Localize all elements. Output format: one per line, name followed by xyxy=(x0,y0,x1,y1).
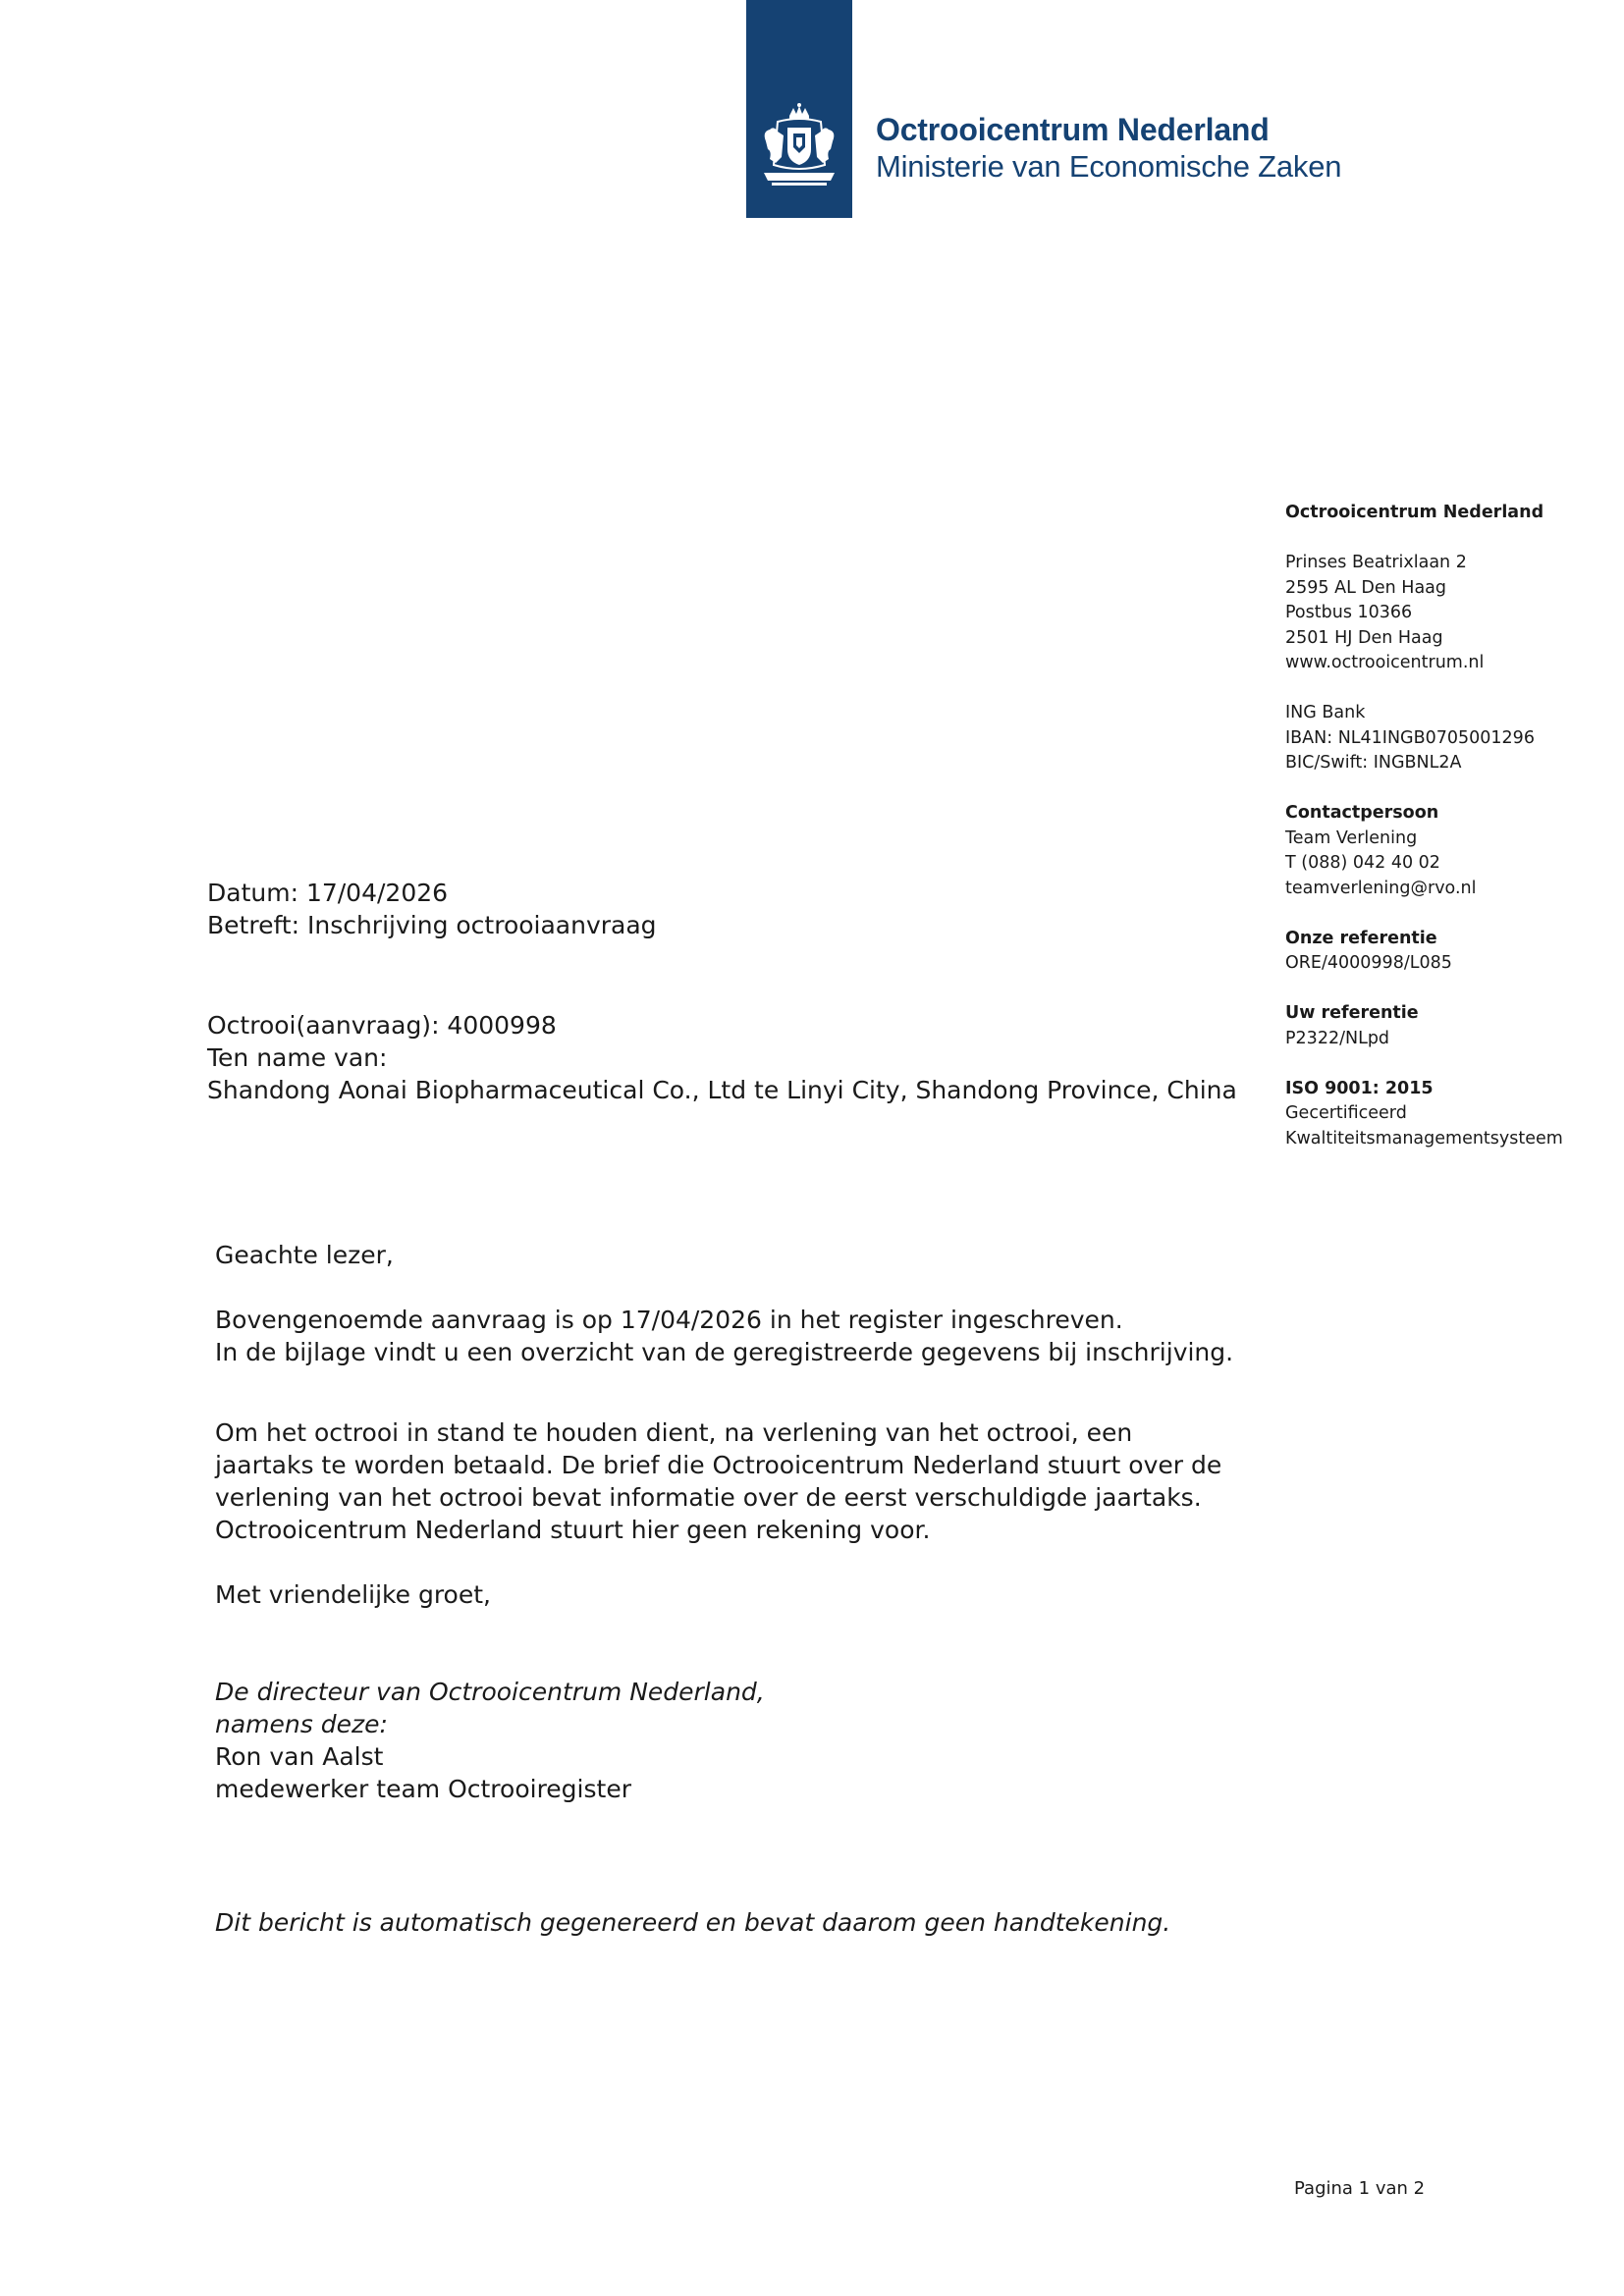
sidebar-your-reference xyxy=(1285,1001,1609,1051)
signature-block xyxy=(215,1676,765,1805)
bank-line: BIC/Swift: INGBNL2A xyxy=(1285,753,1462,773)
closing: Met vriendelijke groet, xyxy=(215,1580,491,1609)
paragraph-line: Octrooicentrum Nederland stuurt hier geen rekening voor. xyxy=(215,1516,931,1544)
our-reference-label: Onze referentie xyxy=(1285,928,1437,948)
sidebar-address xyxy=(1285,551,1609,676)
signature-title: De directeur van Octrooicentrum Nederland, xyxy=(215,1678,765,1706)
paragraph-annual-fee xyxy=(215,1416,1221,1546)
paragraph-line: In de bijlage vindt u een overzicht van de geregistreerde gegevens bij inschrijving. xyxy=(215,1338,1234,1366)
iso-label: ISO 9001: 2015 xyxy=(1285,1078,1434,1098)
iso-line: Gecertificeerd xyxy=(1285,1103,1407,1123)
address-line: 2595 AL Den Haag xyxy=(1285,577,1446,598)
paragraph-line: Om het octrooi in stand te houden dient, na verlening van het octrooi, een xyxy=(215,1418,1133,1447)
signature-on-behalf: namens deze: xyxy=(215,1710,388,1738)
website-link[interactable]: www.octrooicentrum.nl xyxy=(1285,653,1485,672)
your-reference-value: P2322/NLpd xyxy=(1285,1028,1390,1048)
salutation: Geachte lezer, xyxy=(215,1241,394,1269)
signer-role: medewerker team Octrooiregister xyxy=(215,1775,631,1803)
sender-details xyxy=(1285,501,1609,1151)
contact-email-link[interactable]: teamverlening@rvo.nl xyxy=(1285,878,1477,898)
sidebar-bank xyxy=(1285,701,1609,776)
contact-label: Contactpersoon xyxy=(1285,803,1439,823)
paragraph-line: verlening van het octrooi bevat informatie over de eerst verschuldigde jaartaks. xyxy=(215,1483,1202,1512)
sidebar-iso xyxy=(1285,1077,1609,1152)
your-reference-label: Uw referentie xyxy=(1285,1003,1419,1023)
sidebar-contact xyxy=(1285,801,1609,901)
contact-phone: T (088) 042 40 02 xyxy=(1285,853,1440,873)
patent-number: Octrooi(aanvraag): 4000998 xyxy=(207,1011,557,1040)
org-names xyxy=(876,110,1341,185)
automatic-message-note: Dit bericht is automatisch gegenereerd en bevat daarom geen handtekening. xyxy=(215,1908,1171,1937)
bank-line: IBAN: NL41INGB0705001296 xyxy=(1285,727,1535,748)
royal-crest-icon xyxy=(756,102,842,192)
address-line: Postbus 10366 xyxy=(1285,603,1413,622)
paragraph-line: Bovengenoemde aanvraag is op 17/04/2026 in het register ingeschreven. xyxy=(215,1306,1123,1334)
bank-line: ING Bank xyxy=(1285,703,1366,722)
org-name: Octrooicentrum Nederland xyxy=(876,112,1270,147)
ministry-name: Ministerie van Economische Zaken xyxy=(876,149,1342,184)
paragraph-line: jaartaks te worden betaald. De brief die Octrooicentrum Nederland stuurt over de xyxy=(215,1451,1222,1479)
logo-block xyxy=(746,0,852,218)
address-line: 2501 HJ Den Haag xyxy=(1285,627,1443,648)
sidebar-our-reference xyxy=(1285,927,1609,977)
letter-meta xyxy=(207,877,657,941)
letter-date: Datum: 17/04/2026 xyxy=(207,879,449,907)
owner-label: Ten name van: xyxy=(207,1043,388,1072)
our-reference-value: ORE/4000998/L085 xyxy=(1285,953,1452,973)
iso-line: Kwaltiteitsmanagementsysteem xyxy=(1285,1128,1563,1148)
signer-name: Ron van Aalst xyxy=(215,1742,384,1771)
sidebar-org-title: Octrooicentrum Nederland xyxy=(1285,503,1544,522)
letter-subject: Betreft: Inschrijving octrooiaanvraag xyxy=(207,911,657,939)
owner-name: Shandong Aonai Biopharmaceutical Co., Ltd te Linyi City, Shandong Province, China xyxy=(207,1076,1237,1104)
patent-meta xyxy=(207,1009,1237,1106)
paragraph-registration xyxy=(215,1304,1233,1368)
address-line: Prinses Beatrixlaan 2 xyxy=(1285,553,1467,572)
contact-line: Team Verlening xyxy=(1285,828,1418,848)
page-number: Pagina 1 van 2 xyxy=(1294,2178,1426,2199)
